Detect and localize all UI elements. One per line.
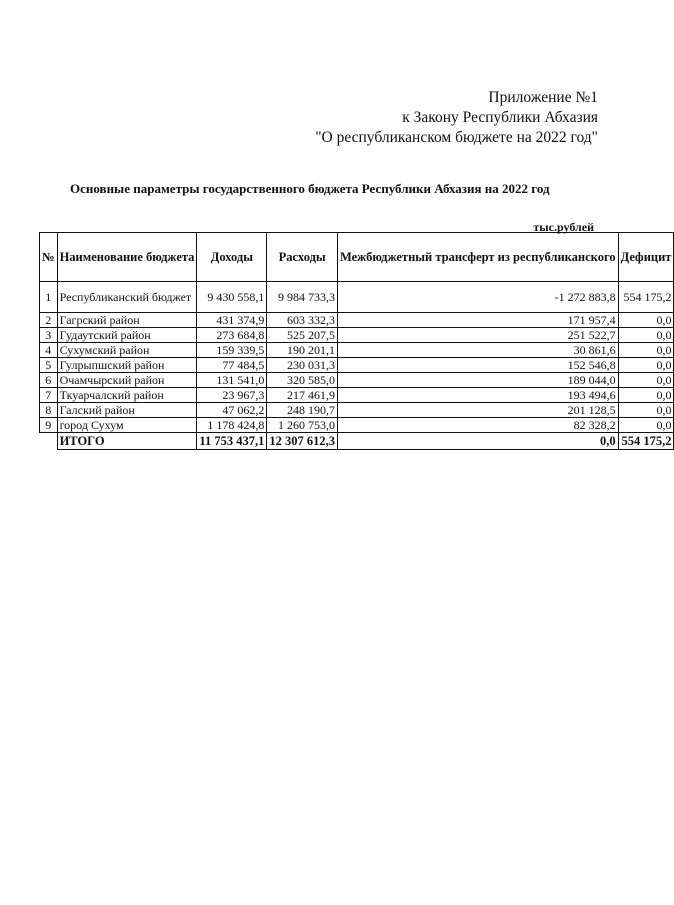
document-title: Основные параметры государственного бюджета Республики Абхазия на 2022 год: [70, 181, 550, 196]
header-expense: Расходы: [267, 233, 338, 282]
appendix-line-2: к Закону Республики Абхазия: [402, 109, 598, 126]
cell-name: Сухумский район: [57, 343, 197, 358]
total-deficit: 554 175,2: [618, 433, 674, 450]
appendix-line-3: "О республиканском бюджете на 2022 год": [315, 129, 598, 146]
cell-num: 8: [40, 403, 58, 418]
header-transfer: Межбюджетный трансферт из республиканского: [337, 233, 618, 282]
cell-name: город Сухум: [57, 418, 197, 433]
appendix-header: [315, 88, 598, 148]
cell-expense: 248 190,7: [267, 403, 338, 418]
cell-num: 2: [40, 313, 58, 328]
cell-deficit: 0,0: [618, 373, 674, 388]
cell-transfer: 30 861,6: [337, 343, 618, 358]
total-expense: 12 307 612,3: [267, 433, 338, 450]
total-name: ИТОГО: [57, 433, 197, 450]
cell-expense: 230 031,3: [267, 358, 338, 373]
cell-transfer: 201 128,5: [337, 403, 618, 418]
cell-expense: 603 332,3: [267, 313, 338, 328]
cell-num: 1: [40, 282, 58, 313]
budget-table: [39, 232, 674, 450]
cell-name: Галский район: [57, 403, 197, 418]
cell-num: 5: [40, 358, 58, 373]
cell-deficit: 0,0: [618, 328, 674, 343]
cell-transfer: -1 272 883,8: [337, 282, 618, 313]
cell-transfer: 82 328,2: [337, 418, 618, 433]
cell-name: Очамчырский район: [57, 373, 197, 388]
cell-expense: 1 260 753,0: [267, 418, 338, 433]
cell-income: 431 374,9: [197, 313, 267, 328]
table-row: [40, 373, 674, 388]
cell-num: 4: [40, 343, 58, 358]
table-header-row: [40, 233, 674, 282]
cell-income: 1 178 424,8: [197, 418, 267, 433]
table-row: [40, 388, 674, 403]
cell-num: 3: [40, 328, 58, 343]
cell-num: 9: [40, 418, 58, 433]
cell-expense: 320 585,0: [267, 373, 338, 388]
cell-deficit: 0,0: [618, 358, 674, 373]
header-num: №: [40, 233, 58, 282]
cell-deficit: 0,0: [618, 388, 674, 403]
cell-name: Гудаутский район: [57, 328, 197, 343]
cell-expense: 217 461,9: [267, 388, 338, 403]
cell-deficit: 554 175,2: [618, 282, 674, 313]
cell-income: 159 339,5: [197, 343, 267, 358]
header-income: Доходы: [197, 233, 267, 282]
cell-name: Гагрский район: [57, 313, 197, 328]
total-income: 11 753 437,1: [197, 433, 267, 450]
table-row: [40, 343, 674, 358]
cell-income: 47 062,2: [197, 403, 267, 418]
cell-expense: 525 207,5: [267, 328, 338, 343]
table-row: [40, 418, 674, 433]
cell-transfer: 171 957,4: [337, 313, 618, 328]
cell-income: 131 541,0: [197, 373, 267, 388]
units-label: тыс.рублей: [533, 220, 594, 234]
cell-transfer: 189 044,0: [337, 373, 618, 388]
cell-name: Республиканский бюджет: [57, 282, 197, 313]
total-row: [40, 433, 674, 450]
cell-deficit: 0,0: [618, 313, 674, 328]
total-transfer: 0,0: [337, 433, 618, 450]
cell-num: 6: [40, 373, 58, 388]
appendix-line-1: Приложение №1: [488, 89, 598, 106]
header-name: Наименование бюджета: [57, 233, 197, 282]
cell-name: Ткуарчалский район: [57, 388, 197, 403]
cell-transfer: 152 546,8: [337, 358, 618, 373]
table-row: [40, 313, 674, 328]
cell-income: 23 967,3: [197, 388, 267, 403]
cell-num: 7: [40, 388, 58, 403]
cell-transfer: 251 522,7: [337, 328, 618, 343]
cell-deficit: 0,0: [618, 418, 674, 433]
cell-income: 77 484,5: [197, 358, 267, 373]
table-row: [40, 282, 674, 313]
cell-income: 9 430 558,1: [197, 282, 267, 313]
cell-deficit: 0,0: [618, 343, 674, 358]
cell-name: Гулрыпшский район: [57, 358, 197, 373]
header-deficit: Дефицит: [618, 233, 674, 282]
cell-income: 273 684,8: [197, 328, 267, 343]
table-row: [40, 328, 674, 343]
table-row: [40, 358, 674, 373]
table-row: [40, 403, 674, 418]
cell-num: [40, 433, 58, 450]
cell-expense: 190 201,1: [267, 343, 338, 358]
cell-transfer: 193 494,6: [337, 388, 618, 403]
cell-deficit: 0,0: [618, 403, 674, 418]
cell-expense: 9 984 733,3: [267, 282, 338, 313]
